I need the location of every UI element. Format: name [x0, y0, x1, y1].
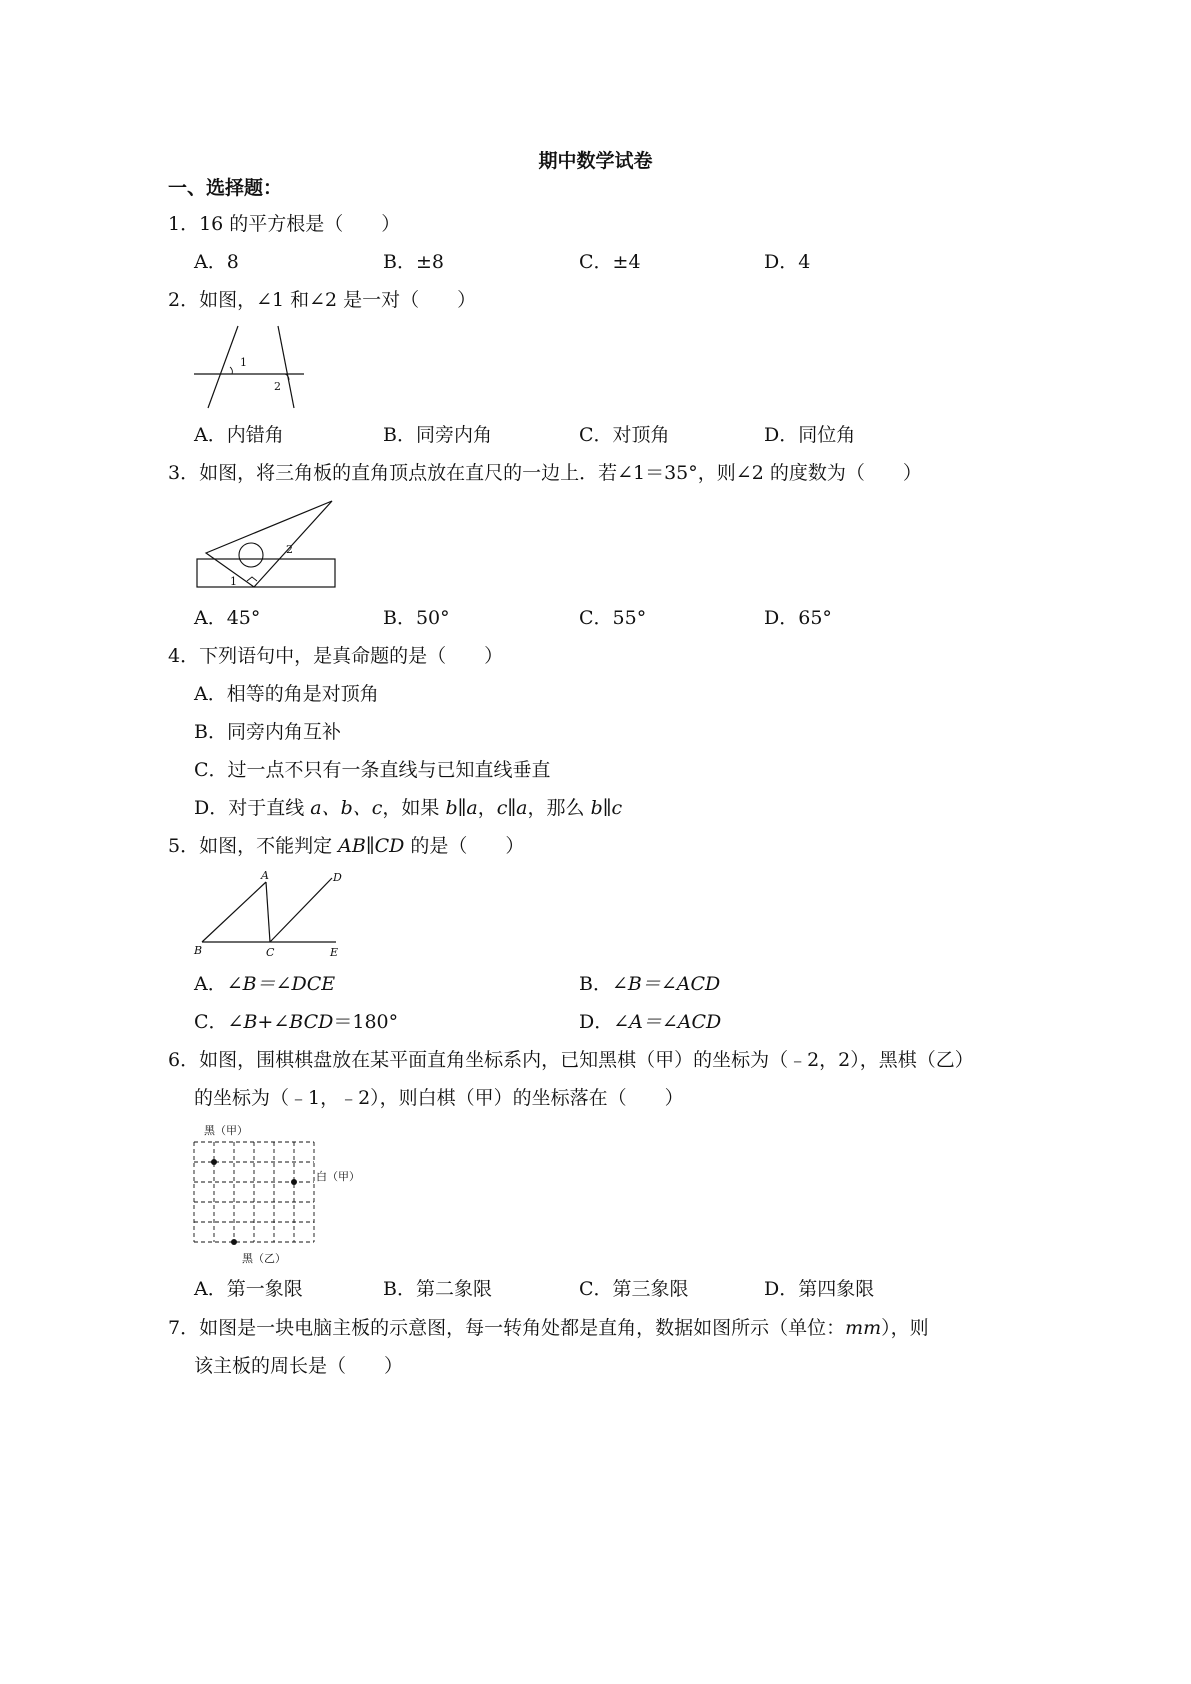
q5-d-expr: A＝∠ACD	[629, 1011, 722, 1033]
q5-option-d	[579, 1010, 721, 1034]
q2-label-2: 2	[274, 380, 281, 393]
q5-stem	[168, 834, 524, 858]
q1-option-d: D．4	[764, 251, 811, 273]
q5-line-ac	[266, 882, 270, 942]
q2-stem: 2．如图，∠1 和∠2 是一对（ ）	[168, 289, 477, 311]
q4-d-sep: ，	[477, 797, 497, 819]
q1-option-c: C．±4	[579, 251, 641, 273]
q1-option-b: B．±8	[383, 251, 444, 273]
q6-black-stone-yi	[231, 1239, 237, 1245]
q1-option-a: A．8	[194, 251, 239, 273]
q6-option-b: B．第二象限	[383, 1278, 492, 1300]
q5-b-expr: B＝∠ACD	[627, 973, 721, 995]
q3-stem: 3．如图，将三角板的直角顶点放在直尺的一边上．若∠1＝35°，则∠2 的度数为（ ）	[168, 462, 922, 484]
q6-label-white-jia: 白（甲）	[316, 1170, 360, 1183]
q1-stem: 1．16 的平方根是（ ）	[168, 213, 401, 235]
q6-board-grid	[194, 1142, 314, 1242]
q5-option-b	[579, 972, 720, 996]
q3-figure	[192, 495, 342, 595]
q7-stem-line2: 该主板的周长是（ ）	[194, 1355, 404, 1377]
q5-line-cd	[270, 878, 332, 942]
q4-stem: 4．下列语句中，是真命题的是（ ）	[168, 645, 504, 667]
q4-d-result: b∥c	[590, 797, 623, 819]
q5-a-prefix: A．∠	[194, 973, 243, 995]
q6-option-d: D．第四象限	[764, 1278, 875, 1300]
q6-stem-line1: 6．如图，围棋棋盘放在某平面直角坐标系内，已知黑棋（甲）的坐标为（﹣2，2），黑棋（乙）	[168, 1049, 974, 1071]
q6-label-black-jia: 黑（甲）	[204, 1124, 248, 1137]
q7-stem-line1	[168, 1316, 929, 1340]
q2-option-b: B．同旁内角	[383, 424, 492, 446]
q5-line-ab	[202, 882, 266, 942]
q3-label-1: 1	[230, 575, 237, 588]
page-title: 期中数学试卷	[538, 150, 653, 172]
q5-b-prefix: B．∠	[579, 973, 628, 995]
q2-option-c: C．对顶角	[579, 424, 670, 446]
q5-label-b: B	[194, 944, 203, 957]
q5-option-a	[194, 972, 335, 996]
q5-label-a: A	[261, 869, 269, 882]
q4-option-a: A．相等的角是对顶角	[194, 683, 379, 705]
q3-triangle	[206, 501, 332, 587]
q2-option-d: D．同位角	[764, 424, 856, 446]
q4-d-cond1: b∥a	[445, 797, 478, 819]
q7-stem-prefix: 7．如图是一块电脑主板的示意图，每一转角处都是直角，数据如图所示（单位：	[168, 1317, 846, 1339]
q5-label-e: E	[330, 946, 339, 959]
q3-option-c: C．55°	[579, 607, 647, 629]
q7-stem-suffix: ），则	[881, 1317, 929, 1339]
q5-stem-prefix: 5．如图，不能判定	[168, 835, 339, 857]
q6-go-board-figure	[190, 1118, 380, 1270]
q6-stem-line2: 的坐标为（﹣1，﹣2），则白棋（甲）的坐标落在（ ）	[194, 1087, 684, 1109]
q5-c-expr: B+∠BCD	[243, 1011, 334, 1033]
q5-c-suffix: ＝180°	[333, 1011, 399, 1033]
q6-option-a: A．第一象限	[194, 1278, 303, 1300]
q6-option-c: C．第三象限	[579, 1278, 689, 1300]
q4-option-c: C．过一点不只有一条直线与已知直线垂直	[194, 759, 551, 781]
q3-option-d: D．65°	[764, 607, 832, 629]
q2-label-1: 1	[240, 356, 247, 369]
q4-d-then: ，那么	[527, 797, 591, 819]
q3-option-a: A．45°	[194, 607, 261, 629]
q3-label-2: 2	[286, 543, 293, 556]
q4-d-prefix: D．对于直线	[194, 797, 311, 819]
q5-stem-var: AB∥CD	[338, 835, 405, 857]
q3-option-b: B．50°	[383, 607, 450, 629]
q4-d-vars: a、b、c	[310, 797, 383, 819]
q5-option-c	[194, 1010, 398, 1034]
q4-d-cond2: c∥a	[496, 797, 528, 819]
q5-d-prefix: D．∠	[579, 1011, 630, 1033]
q2-option-a: A．内错角	[194, 424, 284, 446]
q4-option-d	[194, 796, 622, 820]
q5-label-d: D	[333, 871, 342, 884]
q2-figure	[190, 322, 310, 412]
q4-option-b: B．同旁内角互补	[194, 721, 341, 743]
q5-label-c: C	[266, 946, 275, 959]
q3-triangle-hole	[239, 543, 263, 567]
q5-stem-suffix: 的是（ ）	[404, 835, 525, 857]
q5-a-expr: B＝∠DCE	[242, 973, 336, 995]
q6-label-black-yi: 黑（乙）	[242, 1252, 286, 1265]
section-heading: 一、选择题：	[168, 177, 283, 199]
q6-black-stone-jia	[211, 1159, 217, 1165]
q4-d-mid: ，如果	[382, 797, 446, 819]
q2-left-transversal	[208, 326, 238, 408]
q5-figure	[190, 868, 355, 963]
q2-angle1-arc	[230, 367, 232, 374]
q3-right-angle-mark	[247, 577, 257, 581]
q7-stem-unit: mm	[845, 1317, 882, 1339]
q2-right-transversal	[278, 326, 294, 408]
q5-c-prefix: C．∠	[194, 1011, 244, 1033]
q6-white-stone-jia	[291, 1179, 297, 1185]
